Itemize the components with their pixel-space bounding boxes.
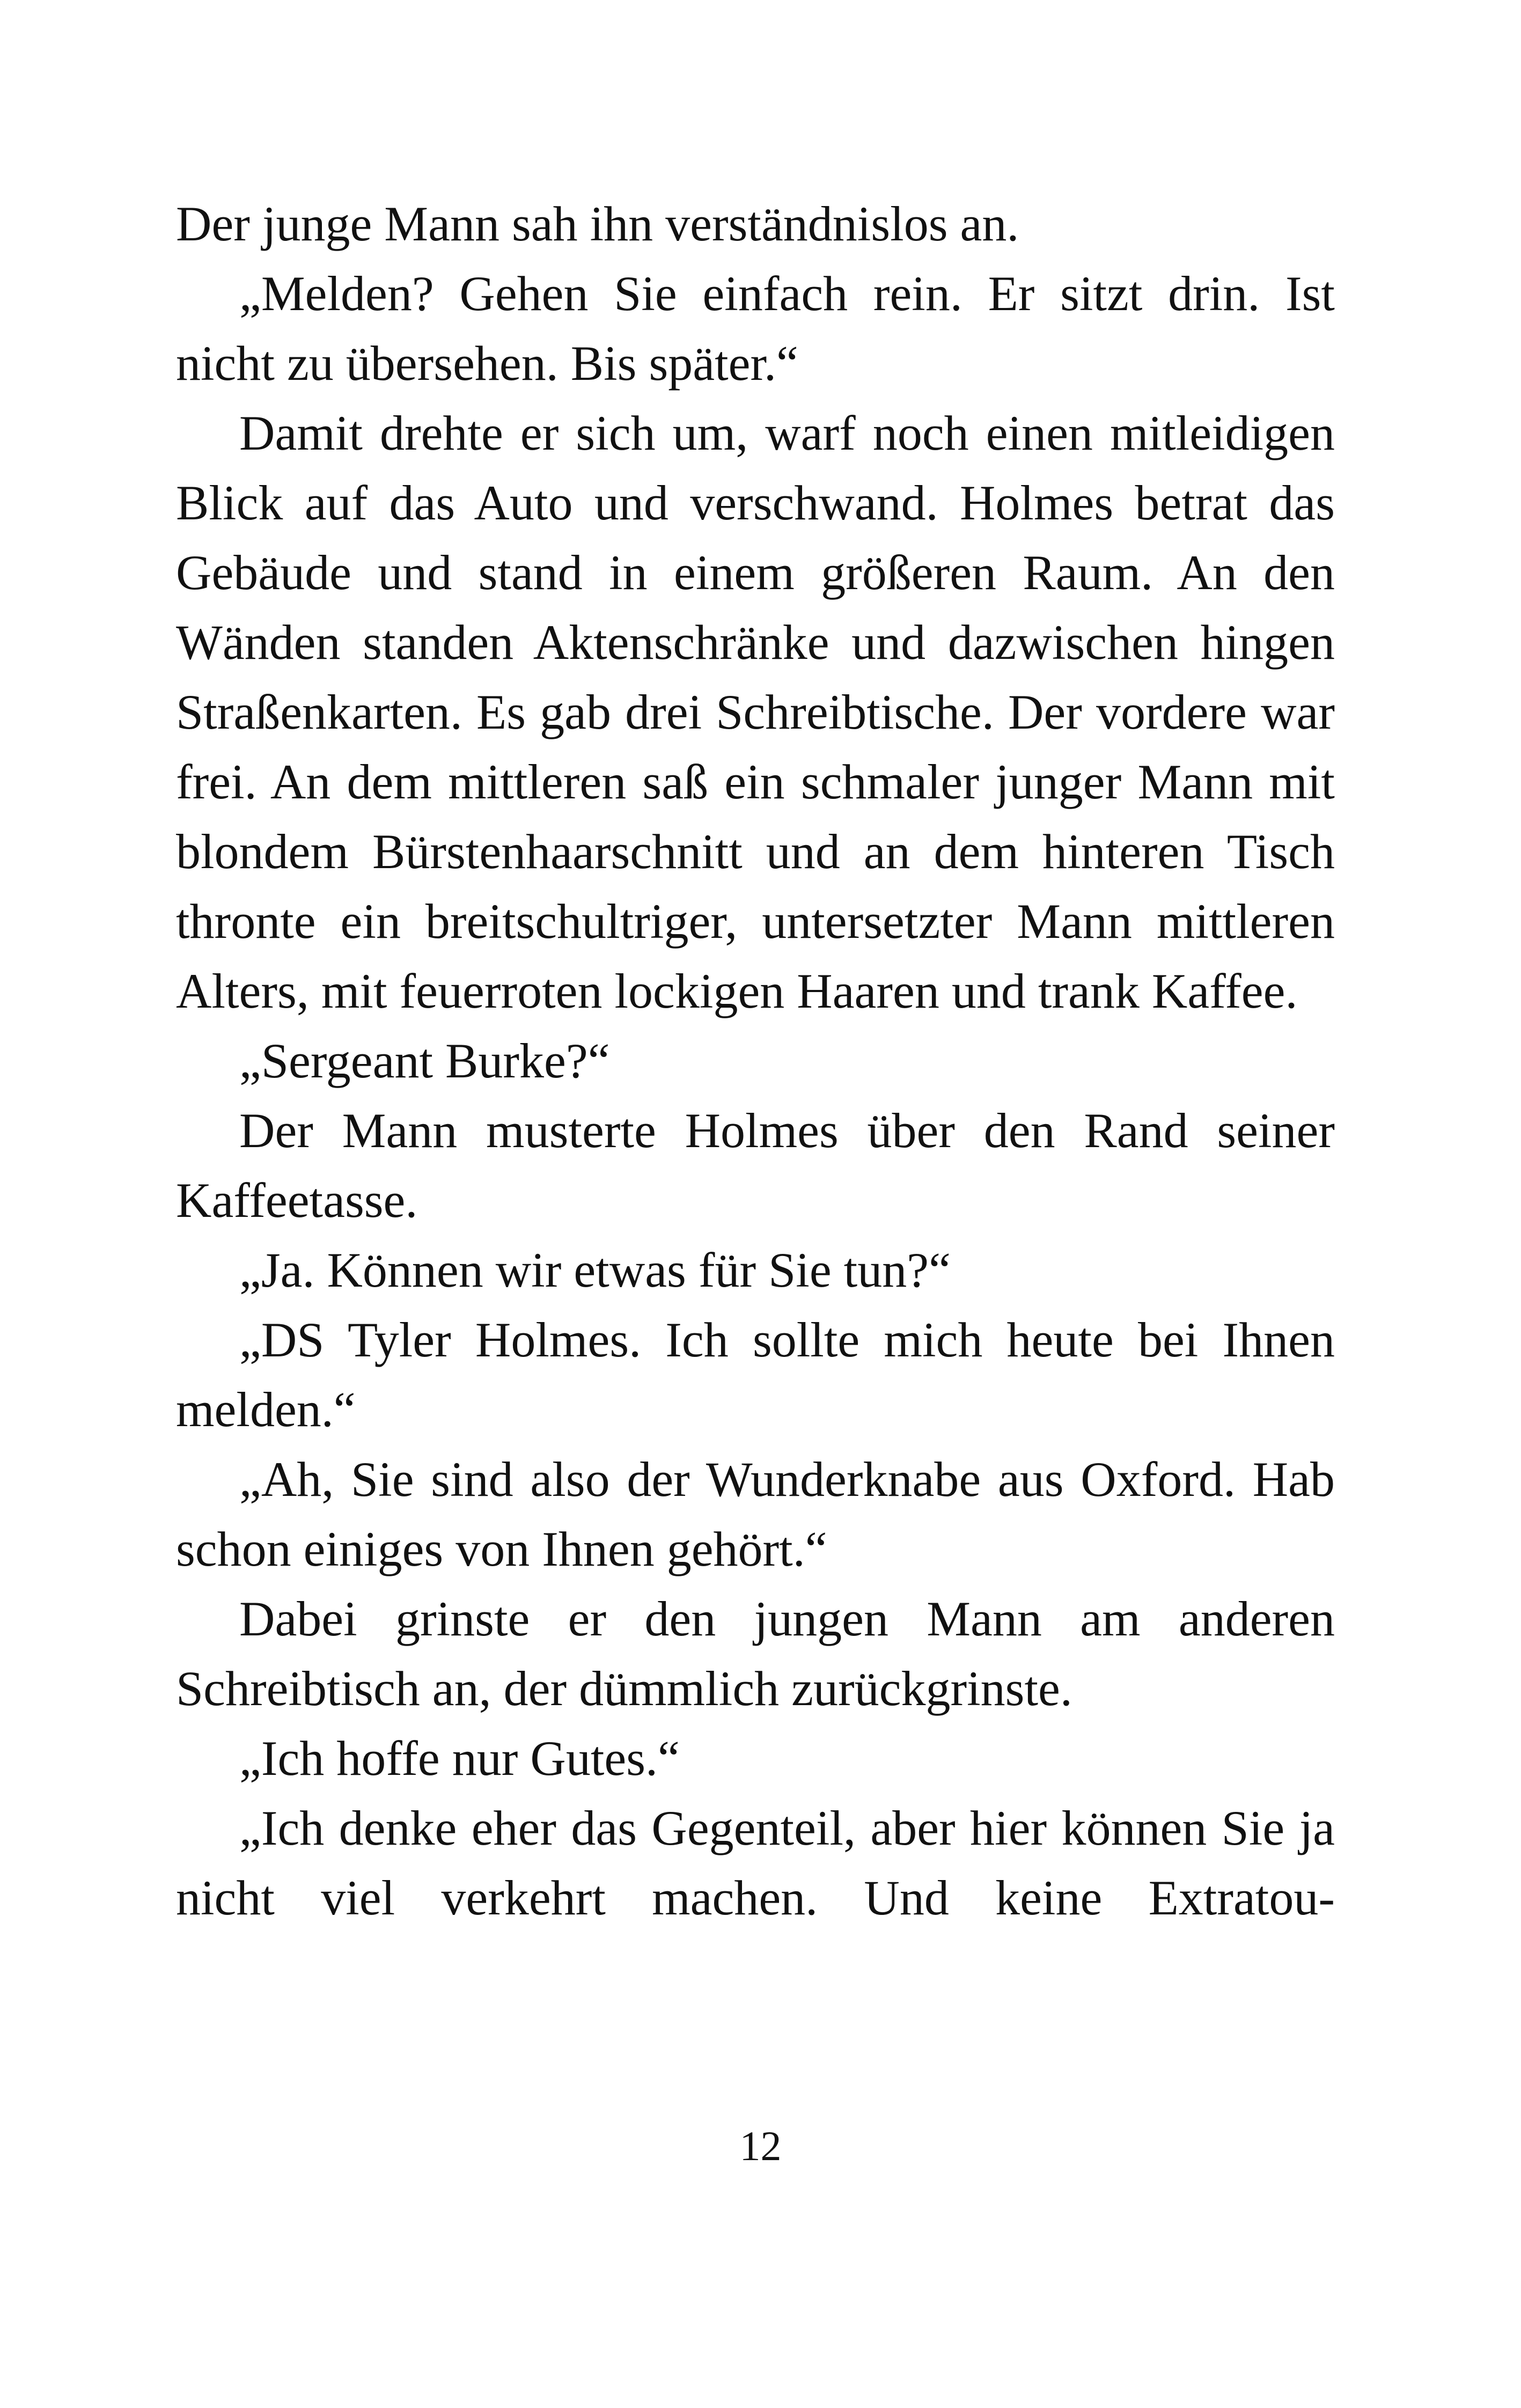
paragraph-9: Dabei grinste er den jungen Mann am anderen Schreibtisch an, der dümmlich zurückgrinste. xyxy=(176,1591,1335,1716)
paragraph-8: „Ah, Sie sind also der Wunderknabe aus Oxford. Hab schon einiges von Ihnen gehört.“ xyxy=(176,1452,1335,1576)
paragraph-5: Der Mann musterte Holmes über den Rand seiner Kaffeetasse. xyxy=(176,1103,1335,1228)
page-number: 12 xyxy=(739,2123,782,2169)
paragraph-4: „Sergeant Burke?“ xyxy=(239,1033,610,1088)
paragraph-6: „Ja. Können wir etwas für Sie tun?“ xyxy=(239,1243,951,1297)
paragraph-7: „DS Tyler Holmes. Ich sollte mich heute bei Ihnen melden.“ xyxy=(176,1312,1335,1437)
paragraph-2: „Melden? Gehen Sie einfach rein. Er sitzt drin. Ist nicht zu übersehen. Bis später.“ xyxy=(176,266,1335,391)
paragraph-3: Damit drehte er sich um, warf noch einen mitleidigen Blick auf das Auto und verschwand. Holmes betrat das Gebäude und stand in einem größeren Raum. An den Wänden standen Aktenschränke und dazwischen hingen Straßenkarten. Es gab drei Schreibtische. Der vordere war frei. An dem mittleren saß ein schmaler junger Mann mit blondem Bürstenhaarschnitt und an dem hinteren Tisch thronte ein breitschultriger, untersetzter Mann mittleren Alters, mit feuerroten lockigen Haaren und trank Kaffee. xyxy=(176,406,1335,1018)
body-text xyxy=(176,189,1335,1933)
paragraph-1: Der junge Mann sah ihn verständnislos an. xyxy=(176,196,1019,251)
paragraph-10: „Ich hoffe nur Gutes.“ xyxy=(239,1731,680,1786)
paragraph-11: „Ich denke eher das Gegenteil, aber hier können Sie ja nicht viel verkehrt machen. Und keine Extratou- xyxy=(176,1801,1335,1925)
